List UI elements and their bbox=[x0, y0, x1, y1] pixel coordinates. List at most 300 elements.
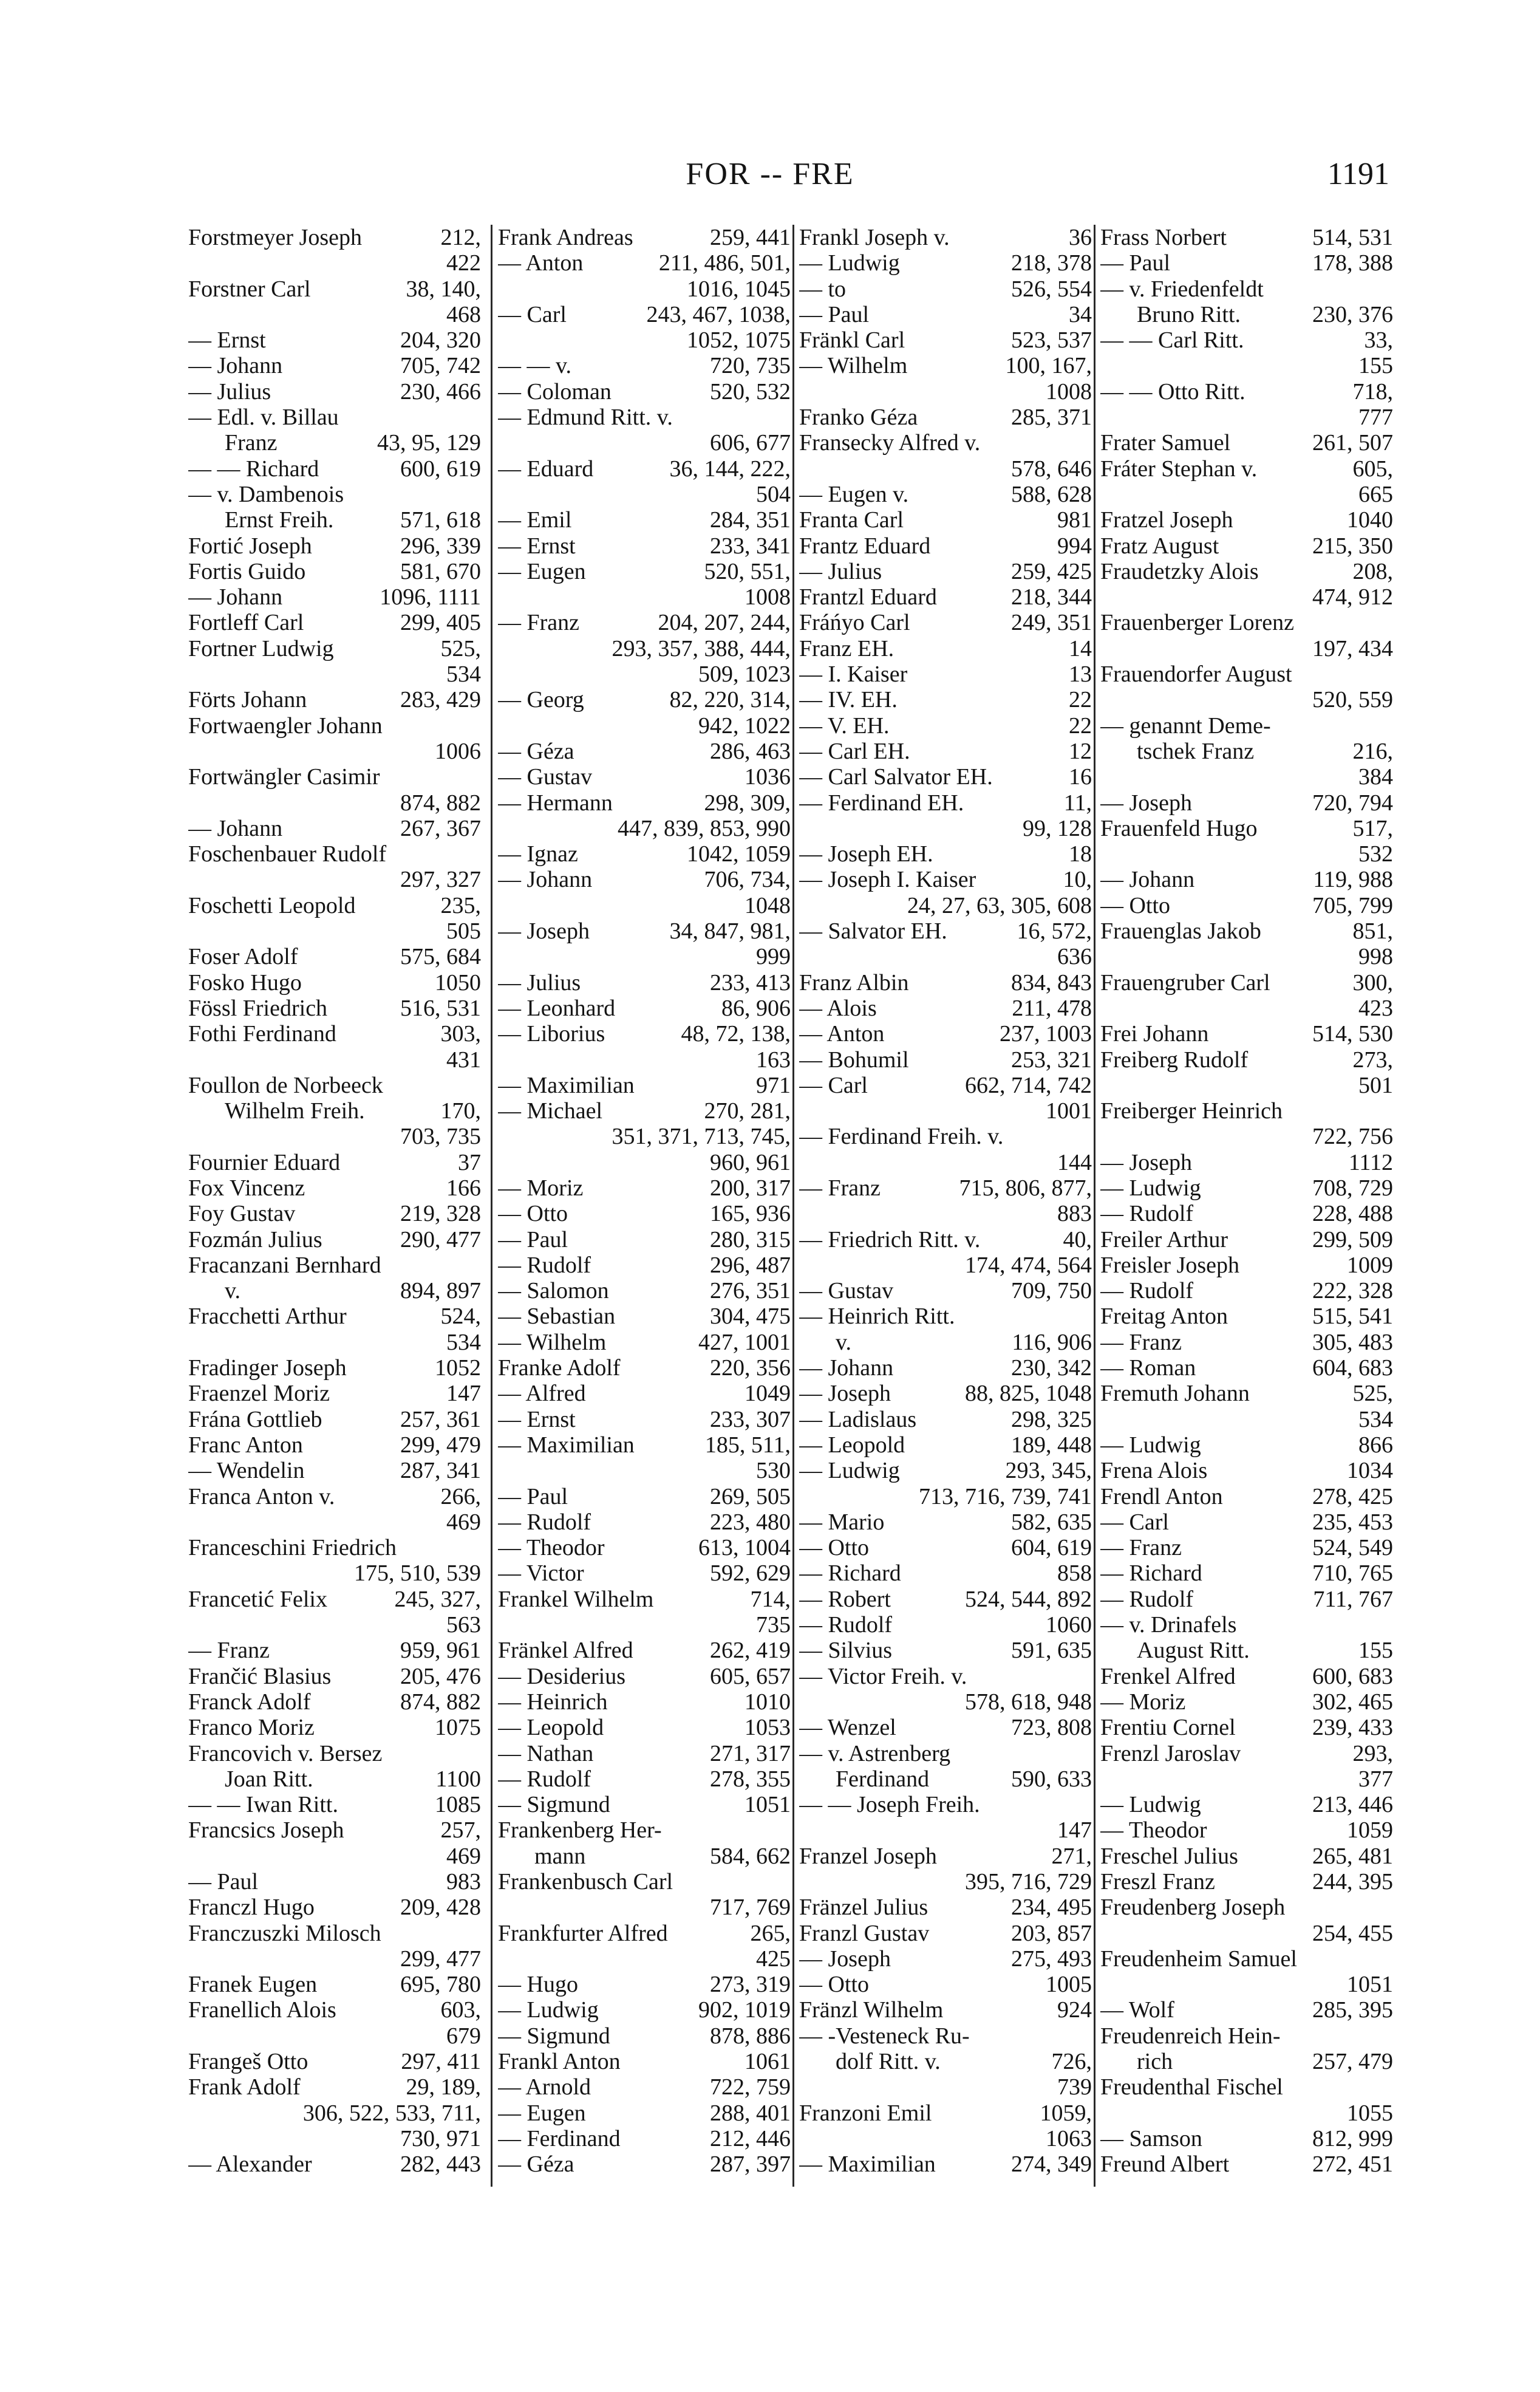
index-entry bbox=[1100, 918, 1393, 944]
entry-pages: 185, 511, bbox=[704, 1432, 791, 1458]
entry-pages: 213, 446 bbox=[1312, 1792, 1393, 1818]
entry-name: Frank Adolf bbox=[188, 2074, 301, 2100]
entry-pages: 298, 325 bbox=[1011, 1406, 1092, 1432]
index-entry bbox=[498, 918, 791, 944]
entry-name: — Otto bbox=[799, 1972, 870, 1998]
entry-name: — Maximilian bbox=[799, 2151, 936, 2178]
index-entry bbox=[799, 1664, 1092, 1689]
index-entry bbox=[498, 996, 791, 1021]
entry-pages: 711, 767 bbox=[1313, 1586, 1393, 1612]
entry-pages: 423 bbox=[1358, 995, 1393, 1021]
index-entry bbox=[498, 1689, 791, 1715]
entry-name: Freudenthal Fischel bbox=[1100, 2074, 1283, 2100]
index-entry bbox=[188, 1638, 481, 1663]
entry-name: Fracanzani Bernhard bbox=[188, 1252, 381, 1278]
index-entry bbox=[1100, 1509, 1393, 1535]
index-entry bbox=[1100, 1201, 1393, 1226]
entry-name: — Samson bbox=[1100, 2125, 1202, 2151]
entry-name: Frangeš Otto bbox=[188, 2049, 308, 2075]
entry-pages bbox=[1387, 661, 1393, 687]
index-entry bbox=[1100, 1612, 1393, 1638]
entry-pages: 722, 756 bbox=[1312, 1124, 1393, 1150]
entry-pages: 517, bbox=[1352, 815, 1393, 841]
entry-name: Freund Albert bbox=[1100, 2151, 1230, 2178]
index-entry bbox=[799, 918, 1092, 944]
entry-name: Fox Vincenz bbox=[188, 1175, 305, 1201]
entry-name: — Carl Salvator EH. bbox=[799, 764, 993, 790]
entry-pages: 530 bbox=[756, 1458, 791, 1484]
index-entry bbox=[799, 1689, 1092, 1715]
index-entry bbox=[1100, 764, 1393, 790]
index-entry bbox=[498, 1869, 791, 1895]
index-entry bbox=[188, 225, 481, 250]
index-entry bbox=[498, 1817, 791, 1843]
entry-pages: 1075 bbox=[435, 1715, 481, 1741]
entry-pages: 165, 936 bbox=[710, 1201, 791, 1227]
index-entry bbox=[1100, 1458, 1393, 1483]
entry-pages: 636 bbox=[1057, 944, 1092, 970]
index-entry bbox=[799, 302, 1092, 327]
entry-pages: 1005 bbox=[1046, 1972, 1092, 1998]
index-entry bbox=[188, 430, 481, 456]
entry-pages: 526, 554 bbox=[1011, 276, 1092, 302]
entry-name: Francovich v. Bersez bbox=[188, 1740, 383, 1766]
entry-name: — Paul bbox=[799, 301, 870, 327]
entry-name: — Géza bbox=[498, 738, 574, 764]
index-entry bbox=[1100, 1175, 1393, 1201]
entry-pages: 605, bbox=[1352, 456, 1393, 482]
entry-pages: 613, 1004 bbox=[698, 1535, 791, 1561]
index-entry bbox=[799, 379, 1092, 405]
entry-name: Franz Albin bbox=[799, 969, 909, 996]
entry-pages: 38, 140, bbox=[406, 276, 481, 302]
index-entry bbox=[799, 2126, 1092, 2151]
entry-name: Franc Anton bbox=[188, 1432, 303, 1458]
entry-name: — Franz bbox=[1100, 1329, 1182, 1355]
entry-pages: 239, 433 bbox=[1312, 1715, 1393, 1741]
index-entry bbox=[799, 482, 1092, 507]
entry-name: — Leopold bbox=[799, 1432, 905, 1458]
entry-pages: 515, 541 bbox=[1312, 1304, 1393, 1330]
entry-name: — Carl EH. bbox=[799, 738, 910, 764]
entry-name: — Heinrich Ritt. bbox=[799, 1304, 955, 1330]
entry-name: — Richard bbox=[799, 1560, 901, 1587]
index-entry bbox=[1100, 790, 1393, 816]
entry-pages: 883 bbox=[1057, 1201, 1092, 1227]
index-entry bbox=[1100, 1817, 1393, 1843]
entry-pages: 298, 309, bbox=[704, 790, 791, 816]
entry-pages: 516, 531 bbox=[400, 995, 481, 1021]
index-entry bbox=[799, 327, 1092, 353]
entry-pages: 209, 428 bbox=[400, 1895, 481, 1921]
entry-pages: 994 bbox=[1057, 533, 1092, 559]
entry-pages: 174, 474, 564 bbox=[965, 1252, 1092, 1278]
entry-name: — Hugo bbox=[498, 1972, 578, 1998]
entry-pages: 1061 bbox=[744, 2049, 791, 2075]
entry-pages: 271, 317 bbox=[710, 1740, 791, 1766]
entry-pages: 960, 961 bbox=[710, 1149, 791, 1175]
entry-pages: 300, bbox=[1352, 969, 1393, 996]
index-entry bbox=[188, 1587, 481, 1612]
index-entry bbox=[1100, 379, 1393, 405]
index-entry bbox=[799, 1869, 1092, 1895]
entry-pages: 257, 479 bbox=[1312, 2049, 1393, 2075]
entry-name: — Moriz bbox=[1100, 1689, 1186, 1715]
entry-name: Francsics Joseph bbox=[188, 1817, 344, 1844]
entry-name: Frankfurter Alfred bbox=[498, 1920, 668, 1946]
entry-pages: 520, 532 bbox=[710, 378, 791, 405]
index-entry bbox=[799, 1098, 1092, 1124]
entry-name: dolf Ritt. v. bbox=[836, 2049, 941, 2075]
index-entry bbox=[188, 2151, 481, 2177]
index-entry bbox=[498, 250, 791, 276]
entry-pages bbox=[475, 1252, 481, 1278]
index-column-3 bbox=[799, 225, 1092, 2187]
index-entry bbox=[1100, 713, 1393, 739]
entry-name: — Ludwig bbox=[498, 1997, 599, 2023]
entry-pages: 40, bbox=[1063, 1226, 1092, 1252]
index-entry bbox=[188, 1073, 481, 1098]
index-entry bbox=[188, 687, 481, 712]
index-entry bbox=[498, 1458, 791, 1483]
entry-pages: 834, 843 bbox=[1011, 969, 1092, 996]
entry-name: Frentiu Cornel bbox=[1100, 1715, 1236, 1741]
entry-name: Franellich Alois bbox=[188, 1997, 336, 2023]
entry-name: mann bbox=[534, 1843, 586, 1869]
index-entry bbox=[188, 1201, 481, 1226]
index-entry bbox=[498, 1946, 791, 1972]
entry-name: Fränkel Alfred bbox=[498, 1638, 633, 1664]
entry-name: Franczuszki Milosch bbox=[188, 1920, 381, 1946]
entry-pages: 524, bbox=[440, 1304, 481, 1330]
entry-pages: 726, bbox=[1051, 2049, 1092, 2075]
index-entry bbox=[1100, 302, 1393, 327]
index-entry bbox=[1100, 430, 1393, 456]
index-entry bbox=[799, 816, 1092, 841]
entry-name: — Alfred bbox=[498, 1381, 586, 1407]
index-entry bbox=[188, 1458, 481, 1483]
entry-name: — v. Dambenois bbox=[188, 481, 344, 507]
entry-pages: 718, bbox=[1352, 378, 1393, 405]
entry-name: — Moriz bbox=[498, 1175, 584, 1201]
entry-name: — Coloman bbox=[498, 378, 612, 405]
index-entry bbox=[498, 970, 791, 996]
entry-name: Fournier Eduard bbox=[188, 1149, 341, 1175]
entry-pages: 534 bbox=[446, 661, 481, 688]
index-entry bbox=[188, 1946, 481, 1972]
entry-pages: 163 bbox=[756, 1047, 791, 1073]
entry-name: — Eugen bbox=[498, 2100, 586, 2126]
entry-name: Frančić Blasius bbox=[188, 1663, 332, 1689]
entry-name: Foy Gustav bbox=[188, 1201, 296, 1227]
entry-name: — Géza bbox=[498, 2151, 574, 2178]
index-entry bbox=[188, 482, 481, 507]
entry-name: — Otto bbox=[1100, 892, 1171, 918]
entry-name: Fozmán Julius bbox=[188, 1226, 322, 1252]
index-entry bbox=[498, 713, 791, 739]
entry-name: — Roman bbox=[1100, 1355, 1196, 1381]
index-entry bbox=[498, 1227, 791, 1252]
index-entry bbox=[188, 2100, 481, 2126]
index-entry bbox=[1100, 687, 1393, 712]
entry-name: Fränzel Julius bbox=[799, 1895, 928, 1921]
index-entry bbox=[1100, 1638, 1393, 1663]
index-entry bbox=[188, 1432, 481, 1458]
entry-name: Forstner Carl bbox=[188, 276, 311, 302]
entry-name: — Julius bbox=[188, 378, 271, 405]
entry-pages bbox=[1086, 1741, 1092, 1766]
index-entry bbox=[799, 1484, 1092, 1509]
entry-pages: 254, 455 bbox=[1312, 1920, 1393, 1946]
entry-pages: 219, 328 bbox=[400, 1201, 481, 1227]
entry-name: — Rudolf bbox=[498, 1509, 591, 1535]
index-entry bbox=[799, 430, 1092, 456]
entry-pages bbox=[1387, 610, 1393, 635]
index-entry bbox=[1100, 1715, 1393, 1740]
index-entry bbox=[799, 1073, 1092, 1098]
entry-name: — Gustav bbox=[799, 1278, 894, 1304]
entry-name: — v. Friedenfeldt bbox=[1100, 276, 1264, 302]
entry-name: — Joseph bbox=[1100, 1149, 1192, 1175]
entry-pages: 205, 476 bbox=[400, 1663, 481, 1689]
entry-pages: 204, 207, 244, bbox=[658, 610, 791, 636]
entry-name: Franzoni Emil bbox=[799, 2100, 932, 2126]
index-entry bbox=[498, 1047, 791, 1073]
entry-name: Frater Samuel bbox=[1100, 430, 1231, 456]
entry-pages: 293, 357, 388, 444, bbox=[612, 635, 791, 661]
entry-name: — Paul bbox=[1100, 250, 1171, 276]
entry-pages: 24, 27, 63, 305, 608 bbox=[907, 892, 1092, 918]
index-entry bbox=[1100, 1946, 1393, 1972]
entry-pages: 304, 475 bbox=[710, 1304, 791, 1330]
index-entry bbox=[799, 1304, 1092, 1329]
entry-pages: 713, 716, 739, 741 bbox=[919, 1483, 1092, 1509]
entry-pages: 233, 341 bbox=[710, 533, 791, 559]
entry-pages bbox=[1387, 1946, 1393, 1972]
index-entry bbox=[799, 867, 1092, 892]
index-entry bbox=[799, 1407, 1092, 1432]
entry-name: Bruno Ritt. bbox=[1137, 301, 1241, 327]
entry-name: — Ladislaus bbox=[799, 1406, 917, 1432]
index-entry bbox=[498, 687, 791, 712]
index-entry bbox=[188, 2126, 481, 2151]
entry-pages bbox=[475, 1741, 481, 1766]
index-entry bbox=[1100, 1150, 1393, 1175]
entry-pages: 525, bbox=[440, 635, 481, 661]
entry-pages: 303, bbox=[440, 1021, 481, 1047]
entry-name: Fratz August bbox=[1100, 533, 1219, 559]
index-entry bbox=[799, 2100, 1092, 2126]
entry-pages: 22 bbox=[1069, 712, 1092, 739]
entry-name: Franke Adolf bbox=[498, 1355, 621, 1381]
entry-pages: 272, 451 bbox=[1312, 2151, 1393, 2178]
index-entry bbox=[1100, 353, 1393, 378]
entry-pages: 278, 425 bbox=[1312, 1483, 1393, 1509]
entry-name: Franta Carl bbox=[799, 507, 904, 533]
entry-name: Frei Johann bbox=[1100, 1021, 1209, 1047]
entry-pages bbox=[1387, 276, 1393, 302]
index-entry bbox=[188, 1021, 481, 1047]
index-entry bbox=[498, 1535, 791, 1560]
entry-pages: 395, 716, 729 bbox=[965, 1869, 1092, 1895]
entry-pages: 422 bbox=[446, 250, 481, 276]
entry-pages: 296, 339 bbox=[400, 533, 481, 559]
index-entry bbox=[799, 996, 1092, 1021]
index-entry bbox=[1100, 533, 1393, 559]
entry-pages: 249, 351 bbox=[1011, 610, 1092, 636]
entry-pages: 1040 bbox=[1347, 507, 1393, 533]
entry-pages: 534 bbox=[446, 1329, 481, 1355]
entry-pages: 1053 bbox=[744, 1715, 791, 1741]
index-entry bbox=[188, 764, 481, 790]
index-entry bbox=[498, 379, 791, 405]
entry-pages: 297, 327 bbox=[400, 867, 481, 893]
entry-pages: 119, 988 bbox=[1313, 867, 1393, 893]
entry-pages: 10, bbox=[1063, 867, 1092, 893]
index-entry bbox=[498, 1560, 791, 1586]
entry-pages bbox=[1387, 1895, 1393, 1920]
index-entry bbox=[799, 1612, 1092, 1638]
index-column-4 bbox=[1100, 225, 1393, 2187]
entry-pages: 34, 847, 981, bbox=[669, 918, 791, 945]
entry-pages: 228, 488 bbox=[1312, 1201, 1393, 1227]
index-entry bbox=[188, 1972, 481, 1997]
entry-pages: 578, 646 bbox=[1011, 456, 1092, 482]
entry-pages bbox=[1387, 713, 1393, 739]
entry-name: — Rudolf bbox=[498, 1252, 591, 1278]
entry-pages bbox=[785, 1869, 791, 1895]
entry-name: Franz bbox=[225, 430, 278, 456]
index-entry bbox=[498, 507, 791, 533]
index-entry bbox=[799, 1587, 1092, 1612]
entry-pages: 469 bbox=[446, 1843, 481, 1869]
index-entry bbox=[498, 1766, 791, 1792]
entry-name: — Johann bbox=[498, 867, 593, 893]
entry-name: — Nathan bbox=[498, 1740, 594, 1766]
index-entry bbox=[1100, 944, 1393, 969]
entry-name: — Rudolf bbox=[498, 1766, 591, 1792]
index-entry bbox=[188, 302, 481, 327]
entry-name: — Franz bbox=[188, 1638, 270, 1664]
index-entry bbox=[498, 1124, 791, 1149]
entry-name: — Ernst bbox=[188, 327, 266, 354]
entry-pages: 285, 395 bbox=[1312, 1997, 1393, 2023]
index-entry bbox=[1100, 996, 1393, 1021]
index-entry bbox=[498, 1381, 791, 1406]
entry-pages: 36, 144, 222, bbox=[669, 456, 791, 482]
entry-pages: 230, 342 bbox=[1011, 1355, 1092, 1381]
entry-name: Franzl Gustav bbox=[799, 1920, 930, 1946]
index-entry bbox=[1100, 661, 1393, 687]
entry-name: — Salvator EH. bbox=[799, 918, 947, 945]
entry-name: — Theodor bbox=[1100, 1817, 1207, 1844]
index-entry bbox=[1100, 1560, 1393, 1586]
entry-name: Fortner Ludwig bbox=[188, 635, 334, 661]
entry-pages: 1052 bbox=[435, 1355, 481, 1381]
entry-pages: 88, 825, 1048 bbox=[965, 1381, 1092, 1407]
index-entry bbox=[498, 841, 791, 867]
entry-pages bbox=[475, 764, 481, 790]
entry-name: — Rudolf bbox=[799, 1612, 893, 1638]
entry-name: — Franz bbox=[799, 1175, 881, 1201]
entry-name: — Johann bbox=[188, 815, 283, 841]
entry-name: — Sigmund bbox=[498, 1792, 610, 1818]
index-entry bbox=[1100, 1689, 1393, 1715]
index-entry bbox=[799, 353, 1092, 378]
index-entry bbox=[1100, 1407, 1393, 1432]
index-entry bbox=[188, 405, 481, 430]
entry-pages: 208, bbox=[1352, 558, 1393, 584]
entry-name: — Theodor bbox=[498, 1535, 605, 1561]
entry-pages: 604, 619 bbox=[1011, 1535, 1092, 1561]
entry-pages: 235, 453 bbox=[1312, 1509, 1393, 1535]
entry-pages: 1059 bbox=[1347, 1817, 1393, 1844]
entry-name: — Wilhelm bbox=[799, 353, 908, 379]
entry-name: — Rudolf bbox=[1100, 1278, 1194, 1304]
index-entry bbox=[799, 1432, 1092, 1458]
entry-name: Fráter Stephan v. bbox=[1100, 456, 1258, 482]
entry-name: Wilhelm Freih. bbox=[225, 1098, 365, 1124]
entry-pages: 230, 466 bbox=[400, 378, 481, 405]
index-entry bbox=[1100, 2074, 1393, 2100]
index-entry bbox=[799, 2074, 1092, 2100]
index-entry bbox=[1100, 2023, 1393, 2049]
entry-name: Fortwaengler Johann bbox=[188, 712, 383, 739]
entry-name: — Anton bbox=[498, 250, 584, 276]
entry-pages: 582, 635 bbox=[1011, 1509, 1092, 1535]
entry-pages: 299, 479 bbox=[400, 1432, 481, 1458]
index-entry bbox=[498, 1895, 791, 1920]
index-column-2 bbox=[498, 225, 791, 2187]
index-entry bbox=[799, 610, 1092, 635]
index-entry bbox=[498, 1715, 791, 1740]
entry-pages: 575, 684 bbox=[400, 944, 481, 970]
entry-pages bbox=[785, 1817, 791, 1843]
entry-name: Franczl Hugo bbox=[188, 1895, 315, 1921]
index-entry bbox=[188, 1227, 481, 1252]
entry-pages: 592, 629 bbox=[710, 1560, 791, 1587]
entry-name: Fortleff Carl bbox=[188, 610, 304, 636]
entry-name: — v. Drinafels bbox=[1100, 1612, 1237, 1638]
entry-name: Freschel Julius bbox=[1100, 1843, 1238, 1869]
index-entry bbox=[498, 636, 791, 661]
index-entry bbox=[799, 1509, 1092, 1535]
entry-pages: 662, 714, 742 bbox=[965, 1072, 1092, 1098]
index-entry bbox=[498, 1432, 791, 1458]
index-entry bbox=[799, 584, 1092, 610]
entry-pages: 1051 bbox=[744, 1792, 791, 1818]
index-entry bbox=[1100, 1869, 1393, 1895]
index-entry bbox=[799, 559, 1092, 584]
index-entry bbox=[1100, 867, 1393, 892]
index-entry bbox=[498, 276, 791, 302]
entry-name: — Ludwig bbox=[799, 1458, 900, 1484]
index-entry bbox=[188, 1869, 481, 1895]
index-entry bbox=[1100, 1278, 1393, 1304]
index-entry bbox=[498, 2126, 791, 2151]
entry-pages: 924 bbox=[1057, 1997, 1092, 2023]
index-entry bbox=[498, 2049, 791, 2074]
entry-pages: 720, 735 bbox=[710, 353, 791, 379]
entry-name: — genannt Deme- bbox=[1100, 712, 1271, 739]
entry-pages: 351, 371, 713, 745, bbox=[612, 1124, 791, 1150]
entry-pages: 730, 971 bbox=[400, 2125, 481, 2151]
index-entry bbox=[799, 1792, 1092, 1817]
entry-pages: 998 bbox=[1358, 944, 1393, 970]
index-entry bbox=[188, 739, 481, 764]
entry-pages: 474, 912 bbox=[1312, 584, 1393, 610]
entry-pages: 286, 463 bbox=[710, 738, 791, 764]
